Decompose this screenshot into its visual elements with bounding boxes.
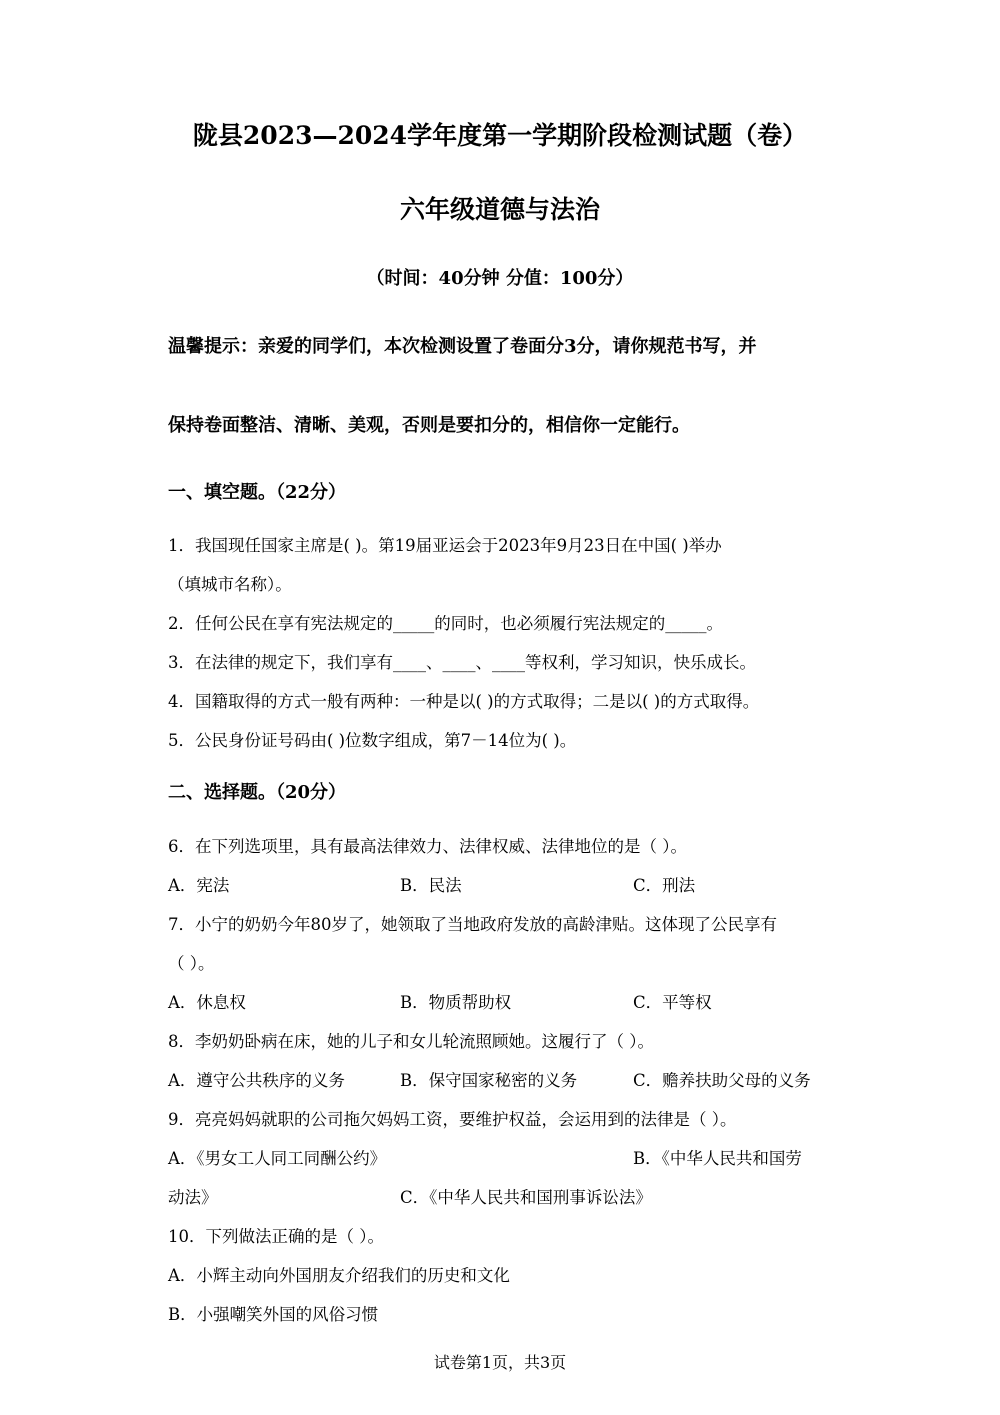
- page-footer: 试卷第1页，共3页: [433, 1353, 567, 1372]
- question-6-option-b: B．民法: [400, 876, 462, 895]
- question-6-option-a: A．宪法: [168, 876, 230, 895]
- question-10-option-b: B．小强嘲笑外国的风俗习惯: [168, 1305, 379, 1324]
- question-8-option-c: C．赡养扶助父母的义务: [633, 1071, 811, 1090]
- question-7-option-b: B．物质帮助权: [400, 993, 512, 1012]
- tip-line-2: 保持卷面整洁、清晰、美观，否则是要扣分的，相信你一定能行。: [168, 415, 690, 436]
- time-score-info: （时间：40分钟 分值：100分）: [366, 268, 634, 289]
- question-8: 8．李奶奶卧病在床，她的儿子和女儿轮流照顾她。这履行了（ ）。: [168, 1032, 654, 1051]
- question-10: 10．下列做法正确的是（ ）。: [168, 1227, 384, 1246]
- question-5: 5．公民身份证号码由( )位数字组成，第7－14位为( )。: [168, 731, 577, 750]
- question-9-option-b-continued: 动法》: [168, 1188, 218, 1207]
- question-8-option-a: A．遵守公共秩序的义务: [168, 1071, 345, 1090]
- question-7-line-2: （ ）。: [168, 954, 215, 973]
- question-9-option-a: A．《男女工人同工同酬公约》: [168, 1149, 387, 1168]
- tip-line-1: 温馨提示：亲爱的同学们，本次检测设置了卷面分3分，请你规范书写，并: [168, 336, 757, 357]
- exam-title: 陇县2023—2024学年度第一学期阶段检测试题（卷）: [192, 121, 808, 150]
- question-4: 4．国籍取得的方式一般有两种：一种是以( )的方式取得；二是以( )的方式取得。: [168, 692, 760, 711]
- question-2: 2．任何公民在享有宪法规定的_____的同时，也必须履行宪法规定的_____。: [168, 614, 723, 633]
- question-1-line-2: （填城市名称）。: [168, 575, 292, 594]
- question-8-option-b: B．保守国家秘密的义务: [400, 1071, 578, 1090]
- question-10-option-a: A．小辉主动向外国朋友介绍我们的历史和文化: [168, 1266, 510, 1285]
- section-heading-choice: 二、选择题。（20分）: [168, 782, 347, 803]
- question-9: 9．亮亮妈妈就职的公司拖欠妈妈工资，要维护权益，会运用到的法律是（ ）。: [168, 1110, 737, 1129]
- question-6: 6．在下列选项里，具有最高法律效力、法律权威、法律地位的是（ ）。: [168, 837, 687, 856]
- question-7-line-1: 7．小宁的奶奶今年80岁了，她领取了当地政府发放的高龄津贴。这体现了公民享有: [168, 915, 777, 934]
- question-3: 3．在法律的规定下，我们享有____、____、____等权利，学习知识，快乐成长。: [168, 653, 756, 672]
- question-9-option-b: B．《中华人民共和国劳: [633, 1149, 802, 1168]
- question-7-option-a: A．休息权: [168, 993, 246, 1012]
- question-1-line-1: 1．我国现任国家主席是( )。第19届亚运会于2023年9月23日在中国( )举办: [168, 536, 722, 555]
- section-heading-fill-blank: 一、填空题。（22分）: [168, 482, 347, 503]
- question-6-option-c: C．刑法: [633, 876, 696, 895]
- question-7-option-c: C．平等权: [633, 993, 712, 1012]
- exam-subtitle: 六年级道德与法治: [399, 195, 600, 224]
- question-9-option-c: C．《中华人民共和国刑事诉讼法》: [400, 1188, 652, 1207]
